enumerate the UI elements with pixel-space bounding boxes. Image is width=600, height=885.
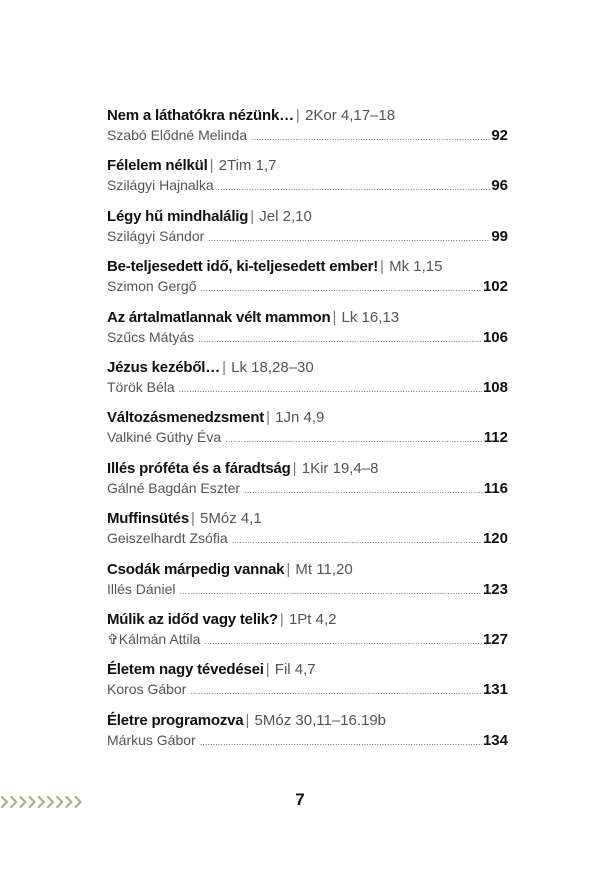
bible-reference: 2Kor 4,17–18 <box>305 107 396 124</box>
entry-page-number: 123 <box>482 580 508 598</box>
entry-title: Jézus kezéből… <box>107 358 221 376</box>
entry-page-number: 116 <box>483 479 508 497</box>
entry-author: Szimon Gergő <box>107 278 197 295</box>
entry-title: Életem nagy tévedései <box>107 661 264 679</box>
entry-page-number: 108 <box>482 378 508 396</box>
dot-leader <box>200 279 481 297</box>
bible-reference: Jel 2,10 <box>259 207 312 225</box>
bible-reference: 5Móz 4,1 <box>200 510 262 528</box>
entry-author: Szabó Elődné Melinda <box>107 127 248 143</box>
entry-title: Nem a láthatókra nézünk… <box>107 107 294 124</box>
toc-entry[interactable] <box>107 107 508 157</box>
entry-title: Légy hű mindhalálig <box>107 207 249 225</box>
entry-author: Szilágyi Sándor <box>107 227 205 244</box>
entry-title: Életre programozva <box>107 711 244 729</box>
entry-title: Félelem nélkül <box>107 157 208 175</box>
separator: | <box>245 711 250 729</box>
toc-entry[interactable] <box>107 460 508 510</box>
entry-title: Múlik az időd vagy telik? <box>107 610 278 628</box>
bible-reference: Lk 18,28–30 <box>231 358 314 376</box>
entry-title: Az ártalmatlannak vélt mammon <box>107 308 331 326</box>
entry-title: Illés próféta és a fáradtság <box>107 459 291 477</box>
entry-page-number: 120 <box>482 530 508 548</box>
dot-leader <box>232 531 482 549</box>
toc-entry[interactable] <box>107 258 508 308</box>
separator: | <box>190 510 195 528</box>
toc-entry[interactable] <box>107 561 508 611</box>
entry-title: Muffinsütés <box>107 510 189 528</box>
bible-reference: Lk 16,13 <box>341 308 400 326</box>
bible-reference: 1Jn 4,9 <box>275 409 325 427</box>
entry-page-number: 134 <box>482 731 508 749</box>
separator: | <box>295 107 300 124</box>
entry-author: Márkus Gábor <box>107 731 196 748</box>
entry-author: Geiszelhardt Zsófia <box>107 530 228 547</box>
separator: | <box>279 610 284 628</box>
bible-reference: Fil 4,7 <box>274 661 316 679</box>
bible-reference: Mk 1,15 <box>389 258 443 276</box>
dot-leader <box>198 330 482 348</box>
toc-entry[interactable] <box>107 510 508 560</box>
dot-leader <box>244 481 483 499</box>
dot-leader <box>179 380 482 398</box>
bible-reference: 1Kir 19,4–8 <box>301 459 379 477</box>
toc-entry[interactable] <box>107 661 508 711</box>
toc-entry[interactable] <box>107 712 508 762</box>
entry-page-number: 92 <box>491 127 508 144</box>
separator: | <box>266 409 270 427</box>
entry-author: Koros Gábor <box>107 681 187 698</box>
entry-author: ✞Kálmán Attila <box>107 630 201 647</box>
dot-leader <box>204 632 482 650</box>
toc-entry[interactable] <box>107 309 508 359</box>
toc-entry[interactable] <box>107 208 508 258</box>
toc-entry[interactable] <box>107 359 508 409</box>
bible-reference: 1Pt 4,2 <box>288 610 337 628</box>
entry-author: Török Béla <box>107 378 175 395</box>
entry-author: Illés Dániel <box>107 580 176 597</box>
entry-page-number: 96 <box>491 177 508 195</box>
toc-entry[interactable] <box>107 611 508 661</box>
entry-page-number: 102 <box>482 278 508 296</box>
separator: | <box>265 661 270 679</box>
dot-leader <box>251 128 490 146</box>
toc-entry[interactable] <box>107 409 508 459</box>
entry-title: Változásmenedzsment <box>107 409 265 427</box>
dot-leader <box>190 682 482 700</box>
dot-leader <box>200 733 482 751</box>
dot-leader <box>218 178 491 196</box>
bible-reference: 5Móz 30,11–16.19b <box>254 711 387 729</box>
table-of-contents <box>107 107 508 762</box>
bible-reference: Mt 11,20 <box>295 560 353 578</box>
separator: | <box>380 258 384 276</box>
entry-page-number: 131 <box>482 681 508 699</box>
dot-leader <box>225 430 483 448</box>
toc-entry[interactable] <box>107 157 508 207</box>
entry-title: Csodák márpedig vannak <box>107 560 285 578</box>
dot-leader <box>179 582 481 600</box>
separator: | <box>286 560 291 578</box>
separator: | <box>292 459 297 477</box>
separator: | <box>222 358 226 376</box>
entry-author: Valkiné Gúthy Éva <box>107 429 222 446</box>
entry-page-number: 99 <box>491 227 508 245</box>
dot-leader <box>208 229 490 247</box>
separator: | <box>250 207 255 225</box>
entry-author: Gálné Bagdán Eszter <box>107 479 241 496</box>
separator: | <box>209 157 214 175</box>
entry-page-number: 112 <box>483 429 508 447</box>
entry-title: Be-teljesedett idő, ki-teljesedett ember! <box>107 258 379 276</box>
entry-page-number: 106 <box>482 328 508 346</box>
entry-page-number: 127 <box>482 630 508 648</box>
separator: | <box>332 308 337 326</box>
entry-author: Szilágyi Hajnalka <box>107 177 214 194</box>
entry-author: Szűcs Mátyás <box>107 328 195 345</box>
bible-reference: 2Tim 1,7 <box>218 157 277 175</box>
page-number: 7 <box>295 790 305 809</box>
